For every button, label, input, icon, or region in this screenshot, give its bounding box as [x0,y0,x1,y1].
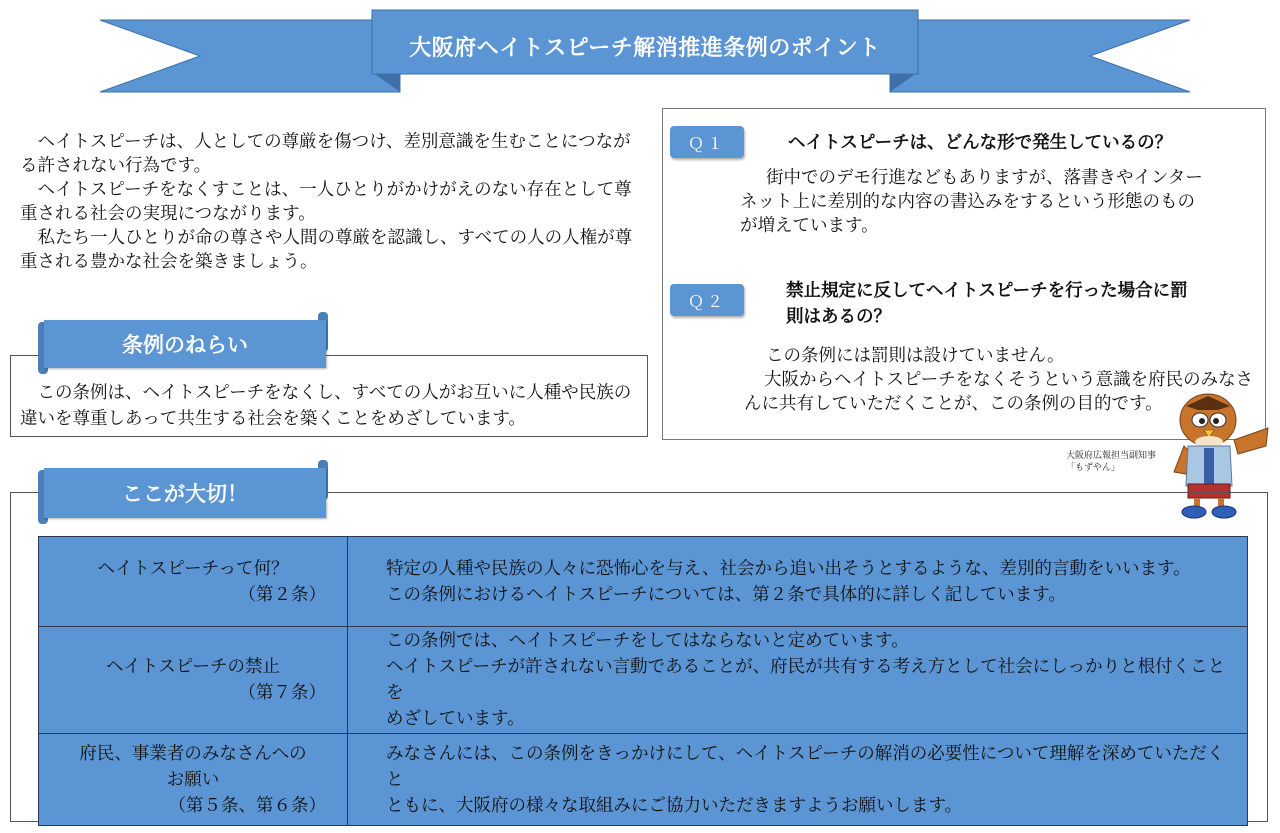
q1-title-line: ヘイトスピーチは、どんな形で発生しているの？ [788,133,1173,153]
q1-answer-line: 街中でのデモ行進などもありますが、落書きやインター [766,168,1203,188]
row-body-line: この条例におけるヘイトスピーチについては、第２条で具体的に詳しく記しています。 [386,584,1066,605]
row-body-line: ヘイトスピーチが許されない言動であることが、府民が共有する考え方として社会にしっかりと根付くことを [386,657,1226,703]
row-body [348,537,1248,627]
aim-text [20,380,640,432]
table-row [39,627,1248,734]
row-heading-text: ヘイトスピーチの禁止 [105,657,281,677]
row-body-line: めざしています。 [386,709,525,729]
q1-answer-line: ネット上に差別的な内容の書込みをするという形態のもの [740,192,1195,212]
q2-title-line: 禁止規定に反してヘイトスピーチを行った場合に罰 [786,281,1188,301]
row-heading [39,734,348,826]
row-body-line: この条例では、ヘイトスピーチをしてはならないと定めています。 [386,631,909,651]
mascot-caption-line: 大阪府広報担当副知事 [1066,451,1157,461]
q2-label: Ｑ２ [670,284,744,316]
table-row [39,537,1248,627]
row-heading-text: ヘイトスピーチって何？ [97,558,289,579]
q2-title [786,278,1246,330]
row-article: （第７条） [238,683,326,703]
aim-heading: 条例のねらい [44,320,326,368]
row-body [348,734,1248,826]
row-article: （第２条） [238,584,326,605]
row-heading [39,537,348,627]
intro-paragraph: ヘイトスピーチは、人としての尊厳を傷つけ、差別意識を生むことにつながる許されない行為です。 [20,132,631,176]
intro-paragraph: ヘイトスピーチをなくすことは、一人ひとりがかけがえのない存在として尊重される社会の実現につながります。 [20,180,632,224]
row-body [348,627,1248,734]
intro-text [20,130,640,274]
q2-answer-line: んに共有していただくことが、この条例の目的です。 [744,394,1163,414]
q2-answer-line: この条例には罰則は設けていません。 [766,346,1065,366]
row-body-line: ともに、大阪府の様々な取組みにご協力いただきますようお願いします。 [386,795,963,816]
q2-answer-line: 大阪からヘイトスピーチをなくそうという意識を府民のみなさ [764,370,1254,390]
q1-title [788,130,1248,156]
key-points-table [38,536,1248,826]
aim-line: この条例は、ヘイトスピーチをなくし、すべての人がお互いに人種や民族の [37,383,632,403]
row-heading-text: 府民、事業者のみなさんへの [79,743,307,764]
q2-title-line: 則はあるの？ [786,307,891,327]
mascot-caption [1066,450,1156,474]
aim-line: 違いを尊重しあって共生する社会を築くことをめざしています。 [20,409,526,429]
intro-paragraph: 私たち一人ひとりが命の尊さや人間の尊厳を認識し、すべての人の人権が尊重される豊かな社会を築きましょう。 [20,228,633,272]
mascot-caption-line: 「もずやん」 [1066,463,1121,473]
row-article: （第５条、第６条） [168,795,326,816]
q1-answer-line: が増えています。 [740,216,879,236]
key-points-heading: ここが大切！ [44,468,326,518]
row-heading-text: お願い [166,769,220,790]
page-title: 大阪府ヘイトスピーチ解消推進条例のポイント [409,35,881,61]
row-body-line: みなさんには、この条例をきっかけにして、ヘイトスピーチの解消の必要性について理解を深めていただくと [386,743,1225,790]
table-row [39,734,1248,826]
q1-label: Ｑ１ [670,126,744,158]
q1-answer [740,166,1260,238]
row-heading [39,627,348,734]
row-body-line: 特定の人種や民族の人々に恐怖心を与え、社会から追い出そうとするような、差別的言動をいいます。 [386,558,1191,579]
